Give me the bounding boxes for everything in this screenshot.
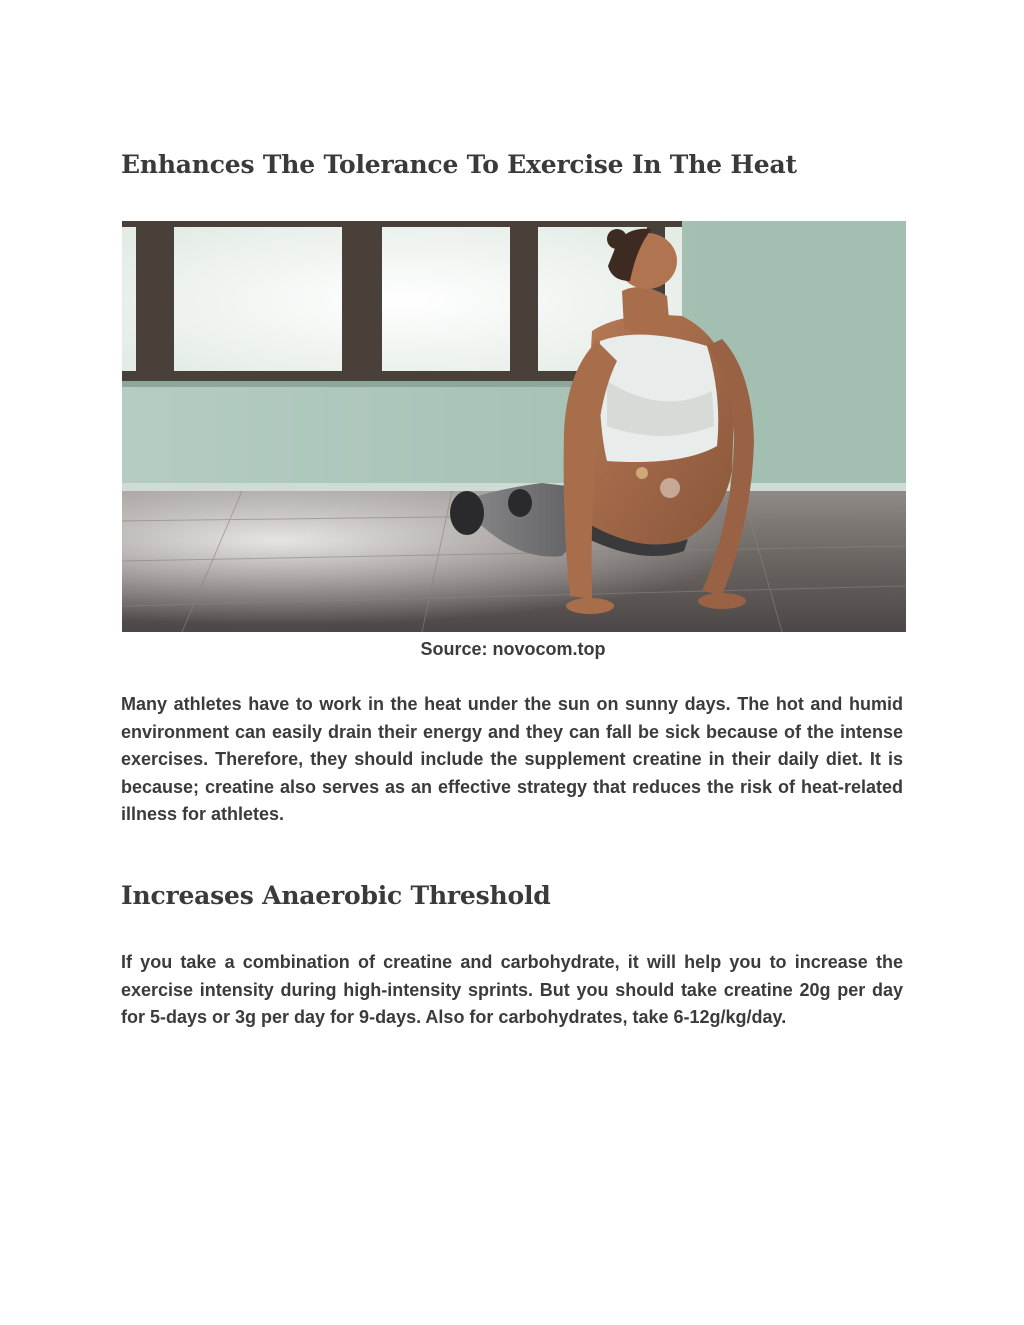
paragraph-heat-tolerance: Many athletes have to work in the heat under the sun on sunny days. The hot and humid environment can easily drain their energy and they can fall be sick because of the intense exercises. Therefore, they should include the supplement creatine in their daily diet. It is because; creatine also serves as an effective strategy that reduces the risk of heat-related illness for athletes. bbox=[121, 694, 903, 824]
section-heading-heat-tolerance: Enhances The Tolerance To Exercise In The Heat bbox=[121, 150, 797, 179]
paragraph-anaerobic-threshold: If you take a combination of creatine and carbohydrate, it will help you to increase the exercise intensity during high-intensity sprints. But you should take creatine 20g per day for 5-days or 3g per day for 9-days. Also for carbohydrates, take 6-12g/kg/day. bbox=[121, 952, 903, 1027]
image-caption: Source: novocom.top bbox=[420, 639, 606, 659]
yoga-photo bbox=[122, 221, 906, 632]
section-heading-anaerobic-threshold: Increases Anaerobic Threshold bbox=[121, 881, 551, 910]
